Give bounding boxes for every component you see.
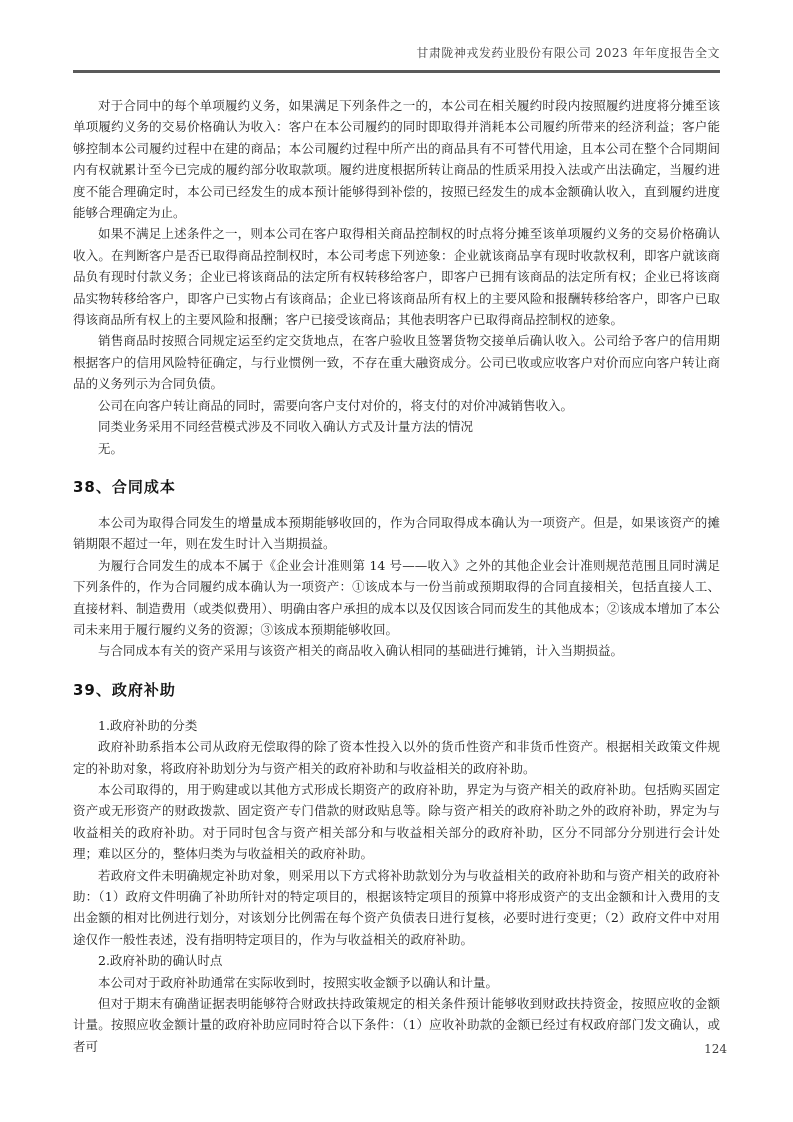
- paragraph-similar-business-note: 同类业务采用不同经营模式涉及不同收入确认方式及计量方法的情况: [98, 419, 474, 435]
- report-header-title: 甘肃陇神戎发药业股份有限公司 2023 年年度报告全文: [416, 46, 720, 60]
- paragraph-goods-delivery-recognition: 销售商品时按照合同规定运至约定交货地点，在客户验收且签署货物交接单后确认收入。公司给予客户的信用期根据客户的信用风险特征确定，与行业惯例一致，不存在重大融资成分。公司已收或应收客户对价而应向客户转让商品的义务列示为合同负债。: [73, 333, 720, 392]
- paragraph-consideration-payable: 公司在向客户转让商品的同时，需要向客户支付对价的，将支付的对价冲减销售收入。: [98, 397, 574, 413]
- paragraph-revenue-point-in-time: 如果不满足上述条件之一，则本公司在客户取得相关商品控制权的时点将分摊至该单项履约义务的交易价格确认收入。在判断客户是否已取得商品控制权时，本公司考虑下列迹象：企业就该商品享有现时收款权利，即客户就该商品负有现时付款义务；企业已将该商品的法定所有权转移给客户，即客户已拥有该商品的法定所有权；企业已将该商品实物转移给客户，即客户已实物占有该商品；企业已将该商品所有权上的主要风险和报酬转移给客户，即客户已取得该商品所有权上的主要风险和报酬；客户已接受该商品；其他表明客户已取得商品控制权的迹象。: [73, 226, 720, 328]
- paragraph-contract-performance-cost: 为履行合同发生的成本不属于《企业会计准则第 14 号——收入》之外的其他企业会计准则规范范围且同时满足下列条件的，作为合同履约成本确认为一项资产：①该成本与一份当前或预期取得的合同直接相关，包括直接人工、直接材料、制造费用（或类似费用）、明确由客户承担的成本以及仅因该合同而发生的其他成本；②该成本增加了本公司未来用于履行履约义务的资源；③该成本预期能够收回。: [73, 557, 720, 637]
- page-footer: [704, 1042, 727, 1056]
- paragraph-grant-definition: 政府补助系指本公司从政府无偿取得的除了资本性投入以外的货币性资产和非货币性资产。根据相关政策文件规定的补助对象，将政府补助划分为与资产相关的政府补助和与收益相关的政府补助。: [73, 739, 720, 776]
- document-body: [73, 95, 720, 1057]
- paragraph-contract-cost-amortization: 与合同成本有关的资产采用与该资产相关的商品收入确认相同的基础进行摊销，计入当期损益。: [98, 643, 624, 659]
- paragraph-grant-recognition-title: 2.政府补助的确认时点: [98, 953, 223, 969]
- paragraph-contract-acquisition-cost: 本公司为取得合同发生的增量成本预期能够收回的，作为合同取得成本确认为一项资产。但是，如果该资产的摊销期限不超过一年，则在发生时计入当期损益。: [73, 514, 720, 552]
- paragraph-revenue-over-time: 对于合同中的每个单项履约义务，如果满足下列条件之一的，本公司在相关履约时段内按照履约进度将分摊至该单项履约义务的交易价格确认为收入：客户在本公司履约的同时即取得并消耗本公司履约所带来的经济利益；客户能够控制本公司履约过程中在建的商品；本公司履约过程中所产出的商品具有不可替代用途，且本公司在整个合同期间内有权就累计至今已完成的履约部分收取款项。履约进度根据所转让商品的性质采用投入法或产出法确定，当履约进度不能合理确定时，本公司已经发生的成本预计能够得到补偿的，按照已经发生的成本金额确认收入，直到履约进度能够合理确定为止。: [73, 98, 720, 221]
- header-divider-line: [73, 70, 720, 73]
- heading-contract-cost: 38、合同成本: [73, 477, 176, 496]
- heading-government-grants: 39、政府补助: [73, 680, 176, 699]
- page-number: 124: [704, 1042, 727, 1056]
- paragraph-grant-asset-related: 本公司取得的，用于购建或以其他方式形成长期资产的政府补助，界定为与资产相关的政府补助。包括购买固定资产或无形资产的财政拨款、固定资产专门借款的财政贴息等。除与资产相关的政府补助之外的政府补助，界定为与收益相关的政府补助。对于同时包含与资产相关部分和与收益相关部分的政府补助，区分不同部分分别进行会计处理；难以区分的，整体归类为与收益相关的政府补助。: [73, 781, 720, 862]
- paragraph-none: 无。: [98, 440, 124, 456]
- paragraph-grant-actual-receipt: 本公司对于政府补助通常在实际收到时，按照实收金额予以确认和计量。: [98, 974, 499, 990]
- paragraph-grant-unspecified-object: 若政府文件未明确规定补助对象，则采用以下方式将补助款划分为与收益相关的政府补助和与资产相关的政府补助：（1）政府文件明确了补助所针对的特定项目的，根据该特定项目的预算中将形成资产的支出金额和计入费用的支出金额的相对比例进行划分，对该划分比例需在每个资产负债表日进行复核，必要时进行变更；（2）政府文件中对用途仅作一般性表述，没有指明特定项目的，作为与收益相关的政府补助。: [73, 867, 720, 947]
- paragraph-grant-receivable-measurement: 但对于期末有确凿证据表明能够符合财政扶持政策规定的相关条件预计能够收到财政扶持资金，按照应收的金额计量。按照应收金额计量的政府补助应同时符合以下条件：（1）应收补助款的金额已经过有权政府部门发文确认，或者可: [73, 996, 720, 1054]
- paragraph-grant-classification-title: 1.政府补助的分类: [98, 717, 198, 733]
